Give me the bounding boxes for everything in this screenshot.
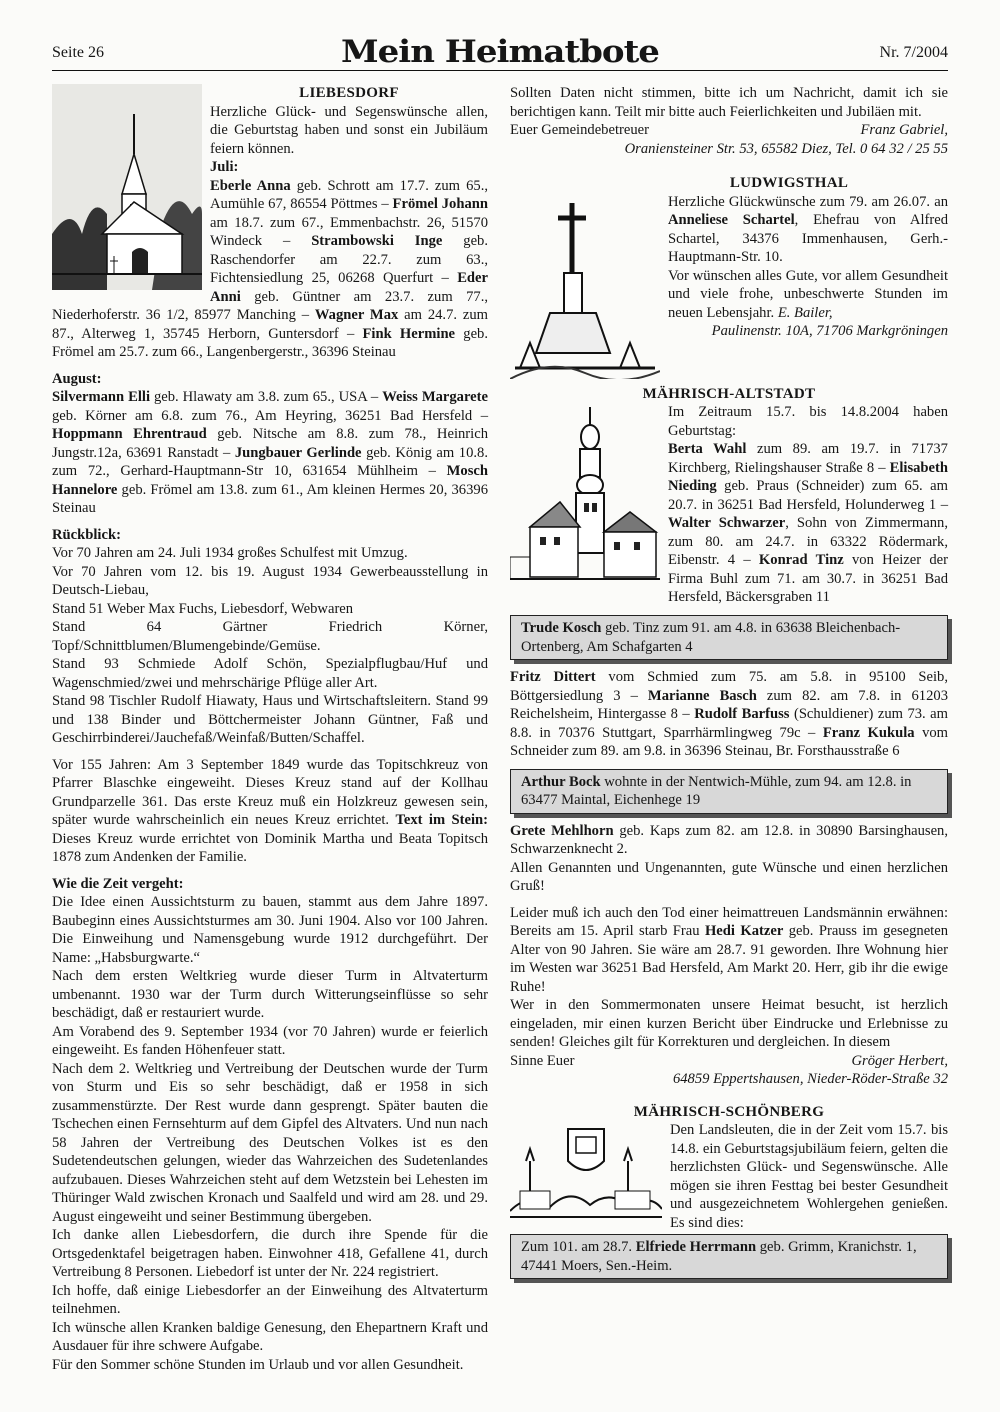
liebesdorf-title: LIEBESDORF <box>299 85 399 101</box>
visit-invite: Wer in den Sommermonaten unsere Heimat besucht, ist herzlich eingeladen, mir einen kurzen Bericht über Eindrucke und Erlebnisse zu senden! Gleiches gilt für Korrekturen und dergleichen. In diesem <box>510 997 948 1050</box>
rueckblick-line: Stand 98 Tischler Rudolf Hiawaty, Haus und Wirtschaftsleitern. Stand 99 und 138 Binder und Böttchermeister Johann Güntner, Faß und Geschirrbinderei/Jauchefaß/Weinfaß/Butten/Schaffel. <box>52 693 488 746</box>
person-details: geb. Tinz zum 91. am 4.8. in 63638 Bleichenbach-Ortenberg, Am Schafgarten 4 <box>521 620 901 655</box>
person-details: vom Schmied zum 75. am 5.8. in 95100 Seib, Böttgersiedlung 3 – <box>510 669 948 704</box>
person-name: Mosch Hannelore <box>52 463 488 498</box>
right-column <box>510 84 948 1279</box>
person-name: Rudolf Barfuss <box>694 706 790 722</box>
person-details: geb. Raschendorfer am 22.7. zum 63., Fichtensiedlung 25, 06268 Querfurt – <box>210 233 488 286</box>
person-name: Walter Schwarzer <box>668 515 786 531</box>
rueckblick-heading: Rückblick: <box>52 526 121 543</box>
august-list <box>52 388 488 518</box>
person-details: geb. Hlawaty am 3.8. zum 65., USA – <box>150 389 383 405</box>
top-signature <box>510 121 948 140</box>
left-column <box>52 84 488 1374</box>
zeit-paragraph: Nach dem 2. Weltkrieg und Vertreibung der Deutschen wurde der Turm von Sturm und Eis so sehr beschädigt, daß er 1958 in sich zusammenstürzte. Der Rest wurde dann gesprengt. Später bauten die Tschechen einen Fernsehturm auf dem Gipfel des Altvaters. Und nun nach 58 Jahren der Vertreibung des Deutschen Volkes ist es den Sudetendeutschen gelungen, wieder das Wahrzeichen des Sudetenlandes aufzubauen. Dieses Wahrzeichen steht auf dem Wetzstein bei Lehesten im Thüringer Wald zwischen Kronach und Saalfeld und wird am 28. und 29. August eingeweiht und seiner Bestimmung übergeben. <box>52 1060 488 1225</box>
rueckblick-line: Stand 51 Weber Max Fuchs, Liebesdorf, Webwaren <box>52 600 354 617</box>
zeit-paragraph: Ich hoffe, daß einige Liebesdorfer an der Einweihung des Altvaterturm teilnehmen. <box>52 1282 488 1317</box>
person-details: wohnte in der Nentwich-Mühle, zum 94. am 12.8. in 63477 Maintal, Eichenhege 19 <box>521 773 912 808</box>
person-details: zum 89. am 19.7. in 71737 Kirchberg, Rielingshauser Straße 8 – <box>668 441 948 476</box>
person-details: zum 82. am 7.8. in 61203 Reichelsheim, Hintergasse 8 – <box>510 687 948 722</box>
page-number: Seite 26 <box>52 44 104 61</box>
zeit-heading: Wie die Zeit vergeht: <box>52 875 184 892</box>
person-name: Berta Wahl <box>668 441 747 457</box>
schoenberg-text: Den Landsleuten, die in der Zeit vom 15.7. bis 14.8. ein Geburtstagsjubiläum feiern, gelten die herzlichsten Glück- und Segenswünsche. Alle mögen sie ihren Festtag bei bester Gesundheit und ausgezeichnetem Wohlergehen genießen. Es sind dies: <box>670 1122 949 1231</box>
altstadt-intro: Im Zeitraum 15.7. bis 14.8.2004 haben Geburtstag: <box>668 404 948 439</box>
person-details: Zum 101. am 28.7. <box>521 1239 636 1255</box>
altstadt-list-2 <box>510 668 948 761</box>
sign-text: Euer Gemeindebetreuer <box>510 122 649 138</box>
liebesdorf-intro: Herzliche Glück- und Segenswünsche allen, die Geburtstag haben und sonst ein Jubiläum feiern können. <box>210 103 488 157</box>
top-note: Sollten Daten nicht stimmen, bitte ich um Nachricht, damit ich sie berichtigen kann. Teilt mir bitte auch Feierlichkeiten und Jubiläen mit. <box>510 85 948 120</box>
person-name: Konrad Tinz <box>758 552 844 568</box>
notice-text: Leider muß ich auch den Tod einer heimattreuen Landsmännin erwähnen: Bereits am 15. April starb Frau <box>510 904 948 939</box>
person-name: Jungbauer Gerlinde <box>234 444 362 461</box>
rueckblick-line: Stand 64 Gärtner Friedrich Körner, Topf/Schnittblumen/Blumengebinde/Gemüse. <box>52 619 488 654</box>
rueckblick-line: Vor 70 Jahren vom 12. bis 19. August 1934 Gewerbeausstellung in Deutsch-Liebau, <box>52 563 488 598</box>
zeit-paragraph: Für den Sommer schöne Stunden im Urlaub und vor allen Gesundheit. <box>52 1356 464 1373</box>
person-details: geb. Nitsche am 8.8. zum 78., Heinrich Jungstr.12a, 63691 Ranstadt – <box>52 426 488 461</box>
top-sign-address: Oraniensteiner Str. 53, 65582 Diez, Tel. 0 64 32 / 25 55 <box>624 140 948 157</box>
town-illustration <box>510 407 660 607</box>
person-name: Hedi Katzer <box>704 923 784 939</box>
person-details: am 18.7. zum 67., Emmenbachstr. 26, 51570 Windeck – <box>210 214 488 249</box>
rueckblick-line: Vor 70 Jahren am 24. Juli 1934 großes Schulfest mit Umzug. <box>52 545 408 561</box>
kreuz-text: Dieses Kreuz wurde errichtet von Dominik Martha und Beata Topitsch 1878 zum Andenken der Familie. <box>52 830 488 865</box>
person-details: geb. Grimm, Kranichstr. 1, 47441 Moers, Sen.-Heim. <box>521 1239 917 1274</box>
person-name: Eberle Anna <box>210 177 291 194</box>
august-heading: August: <box>52 370 102 387</box>
person-name: Fritz Dittert <box>510 669 596 685</box>
person-name: Strambowski Inge <box>311 233 443 249</box>
person-name: Elfriede Herrmann <box>635 1239 757 1255</box>
sign-name: E. Bailer, <box>777 304 833 321</box>
issue-number: Nr. 7/2004 <box>879 44 948 61</box>
juli-heading: Juli: <box>210 159 239 175</box>
person-name: Franz Kukula <box>822 724 915 741</box>
zeit-paragraph: Die Idee einen Aussichtsturm zu bauen, stammt aus dem Jahre 1897. Baubeginn eines Aussichtsturmes am 30. Juni 1904. Also vor 100 Jahren. Die Einweihung und Namensgebung wurde 1912 durchgeführt. Der Name: „Habsburgwarte.“ <box>52 894 488 966</box>
altstadt-title: MÄHRISCH-ALTSTADT <box>642 385 816 402</box>
sign-text: Sinne Euer <box>510 1052 575 1069</box>
grete-entry <box>510 822 948 859</box>
zeit-paragraph: Ich danke allen Liebesdorfern, die durch ihre Spende für die Ortsgedenktafel beigetragen haben. Einwohner 418, Gefallene 41, durch Vertreibung 8 Personen. Liebedorf ist unter der Nr. 224 registriert. <box>52 1227 488 1280</box>
wish-text: Vor wünschen alles Gute, vor allem Gesundheit und viele frohe, unbeschwerte Stunden im neuen Lebensjahr. <box>668 267 948 321</box>
kreuz-paragraph <box>52 756 488 867</box>
person-name: Silvermann Elli <box>52 389 151 405</box>
zeit-paragraph: Nach dem ersten Weltkrieg wurde dieser Turm in Altvaterturm umbenannt. 1930 war der Turm durch Witterungseinflüsse so sehr beschädigt, daß er restauriert wurde. <box>52 968 488 1021</box>
greet-text: , Ehefrau von Alfred Schartel, 34376 Immenhausen, Gerh.-Hauptmann-Str. 10. <box>668 212 948 265</box>
person-details: geb. König am 10.8. zum 72., Gerhard-Hauptmann-Str 10, 631654 Mühlheim – <box>52 444 488 479</box>
visit-signature <box>510 1052 948 1071</box>
ludwigsthal-title: LUDWIGSTHAL <box>729 175 849 191</box>
chapel-illustration <box>52 84 202 290</box>
visit-address: 64859 Eppertshausen, Nieder-Röder-Straße 32 <box>672 1071 948 1087</box>
person-details: vom Schneider zum 89. am 9.8. in 36396 Steinau, Br. Forsthausstraße 6 <box>510 724 949 759</box>
person-name: Elisabeth Nieding <box>668 459 948 494</box>
highlight-box <box>510 1234 948 1279</box>
person-details: am 24.7. zum 87., Alterweg 1, 35745 Herborn, Guntersdorf – <box>52 307 489 342</box>
greeting: Allen Genannten und Ungenannten, gute Wünsche und einen herzlichen Gruß! <box>510 859 948 894</box>
person-details: , Sohn von Zimmermann, zum 80. am 24.7. in 63322 Rödermark, Eibenstr. 4 – <box>668 515 948 568</box>
death-notice <box>510 904 948 997</box>
kreuz-text: Vor 155 Jahren: Am 3 September 1849 wurde das Topitschkreuz von Pfarrer Blaschke eingeweiht. Dieses Kreuz stand auf der Kollhau Grundparzelle 361. Das erste Kreuz muß ein Holzkreuz gewesen sein, später wurde wahrscheinlich ein neues Kreuz errichtet. <box>52 756 488 828</box>
person-name: Anneliese Schartel <box>668 212 795 228</box>
person-name: Grete Mehlhorn <box>510 822 614 839</box>
person-name: Weiss Margarete <box>382 389 488 405</box>
header-rule <box>52 70 948 71</box>
person-details: geb. Schrott am 17.7. zum 65., Aumühle 67, 86554 Pöttmes – <box>210 177 488 212</box>
zeit-paragraph: Am Vorabend des 9. September 1934 (vor 70 Jahren) wurde er feierlich eingeweiht. Es fanden Höhenfeuer statt. <box>52 1023 488 1058</box>
person-name: Arthur Bock <box>521 773 601 790</box>
ludwigsthal-address: Paulinenstr. 10A, 71706 Markgröningen <box>711 323 948 339</box>
person-name: Trude Kosch <box>521 620 602 636</box>
kreuz-label: Text im Stein: <box>395 812 488 828</box>
person-name: Eder Anni <box>210 270 488 305</box>
highlight-box <box>510 615 948 660</box>
greet-text: Herzliche Glückwünsche zum 79. am 26.07. an <box>668 193 948 210</box>
sign-name: Franz Gabriel, <box>860 122 948 138</box>
sign-name: Gröger Herbert, <box>851 1052 948 1069</box>
person-name: Fink Hermine <box>362 325 456 342</box>
person-name: Wagner Max <box>314 307 399 323</box>
zeit-paragraph: Ich wünsche allen Kranken baldige Genesung, den Ehepartnern Kraft und Ausdauer für ihre schwere Aufgabe. <box>52 1319 488 1354</box>
person-details: geb. Kaps zum 82. am 12.8. in 30890 Barsinghausen, Schwarzenknecht 2. <box>510 822 948 857</box>
schoenberg-illustration <box>510 1121 662 1225</box>
person-details: geb. Frömel am 13.8. zum 61., Am kleinen Hermes 20, 36396 Steinau <box>52 481 488 516</box>
person-details: geb. Körner am 6.8. zum 76., Am Heyring, 36251 Bad Hersfeld – <box>52 407 488 424</box>
notice-text: geb. Prauss im gesegneten Alter von 90 Jahren. Sie wäre am 28.7. 91 geworden. Ihre Wohnung hier im Westen war 36251 Bad Hersfeld, Am Markt 20. Herr, gib ihr die ewige Ruhe! <box>510 923 948 995</box>
person-name: Marianne Basch <box>647 687 757 704</box>
highlight-box <box>510 769 948 814</box>
rueckblick-line: Stand 93 Schmiede Adolf Schön, Spezialpflugbau/Huf und Wagenschmied/zwei und mehrschärige Pflüge aller Art. <box>52 656 488 691</box>
person-details: (Schuldiener) zum 73. am 8.8. in 70376 Stuttgart, Sparrhärmlingweg 79c – <box>510 706 948 741</box>
person-details: von Heizer der Firma Buhl zum 71. am 30.7. in 36251 Bad Hersfeld, Bäckersgraben 11 <box>668 552 948 605</box>
person-name: Hoppmann Ehrentraud <box>52 426 207 442</box>
person-details: geb. Praus (Schneider) zum 65. am 20.7. in 36251 Bad Hersfeld, Holunderweg 1 – <box>668 478 948 513</box>
person-details: geb. Güntner am 23.7. zum 77., Niederhoferstr. 36 1/2, 85977 Manching – <box>52 288 488 323</box>
person-name: Frömel Johann <box>392 196 488 212</box>
person-details: geb. Frömel am 25.7. zum 66., Langenbergerstr., 36396 Steinau <box>52 325 488 360</box>
crucifix-illustration <box>510 193 660 379</box>
schoenberg-title: MÄHRISCH-SCHÖNBERG <box>633 1103 825 1120</box>
masthead-title: Mein Heimatbote <box>341 34 659 70</box>
